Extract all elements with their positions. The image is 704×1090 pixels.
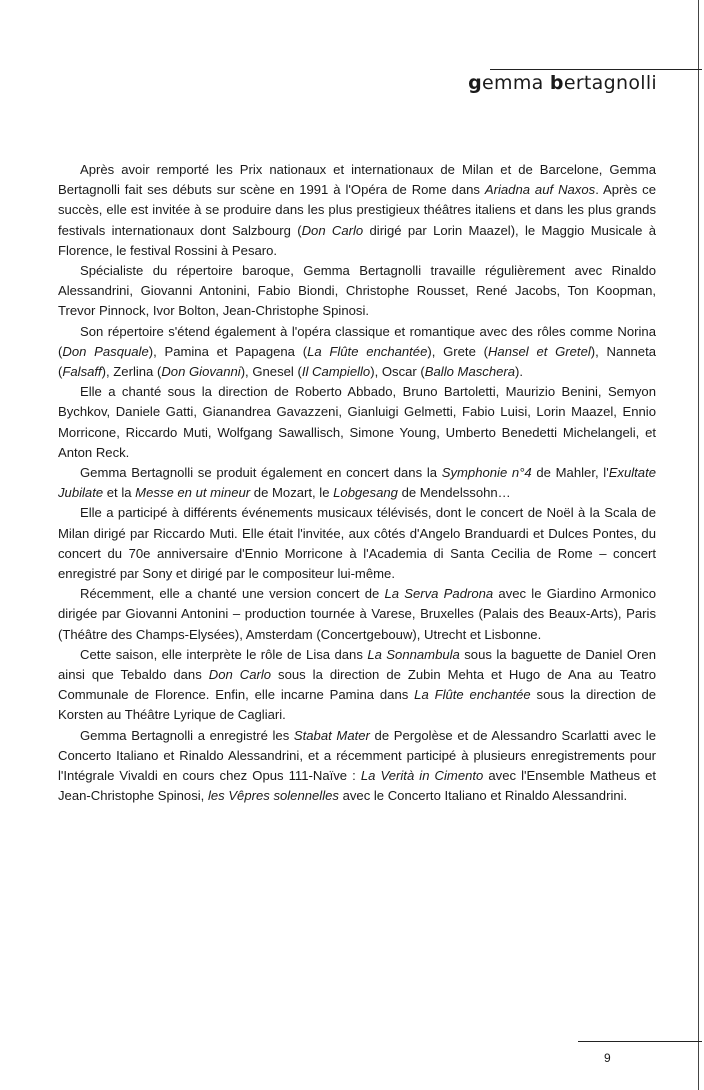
text-run: Spécialiste du répertoire baroque, Gemma Bertagnolli travaille régulièrement avec Rinaldo Alessandrini, Giovanni Antonini, Fabio Biondi, Christophe Rousset, René Jacobs, Ton Koopman, Trevor Pinnock, Ivor Bolton, Jean-Christophe Spinosi. [58, 263, 656, 319]
page-edge-line [698, 0, 699, 1090]
italic-title: Ballo Maschera [424, 364, 516, 380]
italic-title: La Flûte enchantée [307, 343, 428, 359]
paragraph [58, 503, 656, 584]
text-run: de Mozart, le [250, 485, 334, 501]
paragraph [58, 382, 656, 463]
text-run: Récemment, elle a chanté une version concert de [80, 586, 385, 602]
italic-title: La Serva Padrona [384, 586, 494, 602]
page-number: 9 [604, 1051, 611, 1065]
text-run: et la [103, 485, 136, 501]
paragraph [58, 322, 656, 383]
text-run: ), Zerlina ( [101, 364, 162, 380]
italic-title: Hansel et Gretel [487, 343, 591, 359]
text-run: de Mendelssohn… [397, 485, 511, 501]
text-run: avec le Giardino Armonico dirigée par Giovanni Antonini – production tournée à Varese, Bruxelles (Palais des Beaux-Arts), Paris (Théâtre des Champs-Elysées), Amsterdam (Concertgebouw), Utrecht et Lisbonne. [58, 586, 656, 642]
italic-title: Don Carlo [301, 222, 364, 238]
title-last-rest: ertagnolli [563, 72, 657, 94]
paragraph [58, 463, 656, 503]
text-run: Cette saison, elle interprète le rôle de Lisa dans [80, 646, 368, 662]
paragraph [58, 645, 656, 726]
italic-title: Messe en ut mineur [135, 485, 251, 501]
text-run: avec le Concerto Italiano et Rinaldo Alessandrini. [338, 788, 628, 804]
text-run: Son répertoire s'étend également à l'opéra classique et romantique avec des rôles comme Norina ( [58, 323, 656, 359]
text-run: Elle a chanté sous la direction de Roberto Abbado, Bruno Bartoletti, Maurizio Benini, Semyon Bychkov, Daniele Gatti, Gianandrea Gavazzeni, Gianluigi Gelmetti, Fabio Luisi, Lorin Maazel, Ennio Morricone, Riccardo Muti, Wolfgang Sawallisch, Simone Young, Umberto Benedetti Michelangeli, et Anton Reck. [58, 384, 656, 460]
italic-title: La Verità in Cimento [360, 768, 484, 784]
paragraph [58, 261, 656, 322]
italic-title: La Flûte enchantée [414, 687, 531, 703]
italic-title: Don Pasquale [62, 343, 149, 359]
text-run: Gemma Bertagnolli se produit également en concert dans la [80, 465, 442, 481]
text-run: de Pergolèse et de Alessandro Scarlatti avec le Concerto Italiano et Rinaldo Alessandrini, et a récemment participé à plusieurs enregistrements pour l'Intégrale Vivaldi en cours chez Opus 111-Naïve : [58, 727, 656, 784]
italic-title: Falsaff [62, 364, 102, 380]
text-run: dirigé par Lorin Maazel), le Maggio Musicale à Florence, le festival Rossini à Pesaro. [58, 222, 656, 258]
italic-title: Symphonie n°4 [441, 465, 532, 481]
text-run: ), Grete ( [427, 343, 488, 359]
paragraph [58, 584, 656, 645]
footer-rule [578, 1041, 702, 1042]
italic-title: Don Giovanni [161, 364, 241, 380]
text-run: ), Oscar ( [370, 364, 425, 380]
text-run: avec l'Ensemble Matheus et Jean-Christophe Spinosi, [58, 768, 657, 804]
italic-title: Il Campiello [301, 364, 371, 380]
text-run: sous la direction de Zubin Mehta et Hugo de Ana au Teatro Communale de Florence. Enfin, elle incarne Pamina dans [58, 667, 656, 703]
text-run: ). [515, 364, 524, 380]
text-run: Après avoir remporté les Prix nationaux et internationaux de Milan et de Barcelone, Gemma Bertagnolli fait ses débuts sur scène en 1991 à l'Opéra de Rome dans [58, 162, 656, 198]
text-run: Gemma Bertagnolli a enregistré les [80, 727, 294, 743]
title-last-initial: b [549, 72, 564, 94]
italic-title: Don Carlo [208, 667, 272, 683]
title-first-initial: g [468, 72, 483, 94]
page-title [468, 72, 657, 94]
text-run: sous la baguette de Daniel Oren ainsi que Tebaldo dans [58, 646, 656, 683]
paragraph [58, 726, 656, 807]
text-run: ), Nanneta ( [58, 343, 657, 380]
text-run: Elle a participé à différents événements musicaux télévisés, dont le concert de Noël à la Scala de Milan dirigé par Riccardo Muti. Elle était l'invitée, aux côtés d'Angelo Branduardi et Dulces Pontes, du concert du 70e anniversaire d'Ennio Morricone à l'Academia di Santa Cecilia de Rome – concert enregistré par Sony et dirigé par le compositeur lui-même. [58, 505, 656, 582]
text-run: ), Gnesel ( [240, 364, 302, 380]
italic-title: Lobgesang [333, 485, 398, 501]
paragraph [58, 160, 656, 261]
text-run: de Mahler, l' [531, 465, 609, 481]
italic-title: Exultate Jubilate [58, 465, 657, 501]
header-rule [490, 69, 702, 70]
biography-text [58, 160, 656, 807]
italic-title: Ariadna auf Naxos [484, 182, 596, 198]
italic-title: les Vêpres solennelles [207, 788, 339, 804]
italic-title: Stabat Mater [293, 727, 370, 743]
italic-title: La Sonnambula [367, 646, 460, 662]
title-first-rest: emma [482, 72, 550, 94]
text-run: . Après ce succès, elle est invitée à se produire dans les plus prestigieux théâtres italiens et dans les plus grands festivals internationaux dont Salzbourg ( [58, 182, 656, 238]
text-run: ), Pamina et Papagena ( [148, 343, 308, 359]
text-run: sous la direction de Korsten au Théâtre Lyrique de Cagliari. [58, 687, 657, 723]
